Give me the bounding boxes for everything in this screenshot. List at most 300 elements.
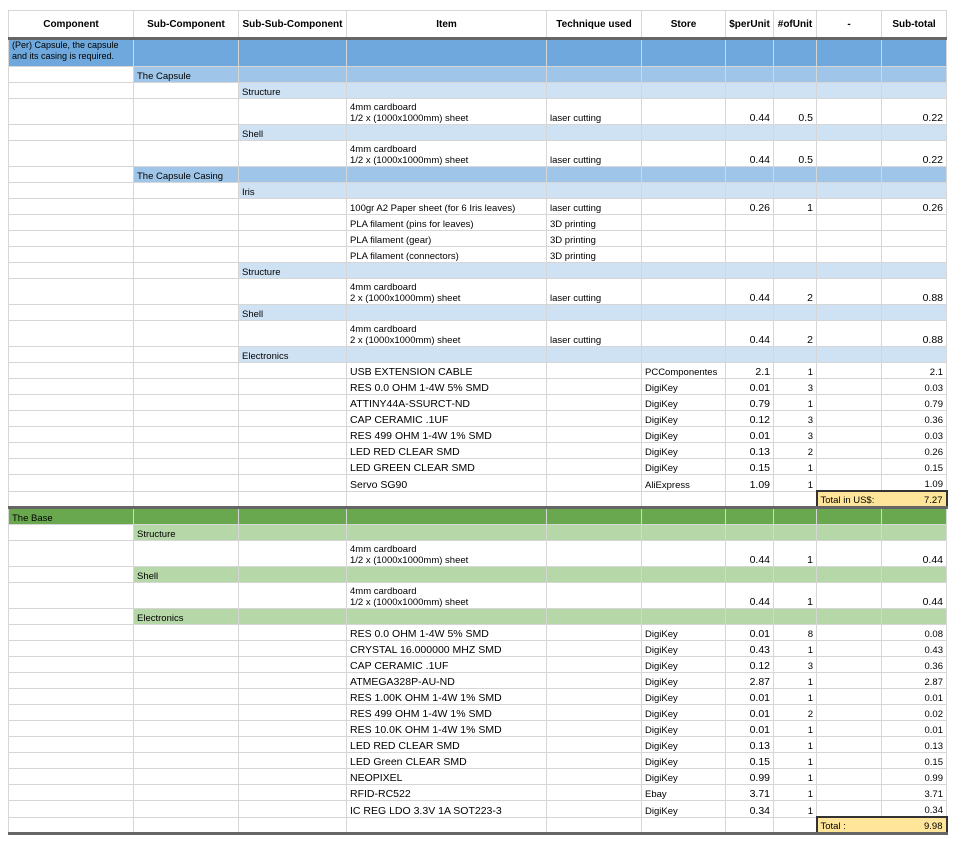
empty-cell[interactable] [9, 541, 134, 567]
empty-cell[interactable] [239, 279, 347, 305]
empty-cell[interactable] [774, 125, 817, 141]
empty-cell[interactable] [547, 347, 642, 363]
empty-cell[interactable] [817, 321, 882, 347]
empty-cell[interactable] [726, 67, 774, 83]
per-unit-cell[interactable] [726, 247, 774, 263]
of-unit-cell[interactable]: 1 [774, 689, 817, 705]
empty-cell[interactable] [134, 99, 239, 125]
empty-cell[interactable] [774, 817, 817, 834]
of-unit-cell[interactable]: 3 [774, 379, 817, 395]
item-cell[interactable]: RES 1.00K OHM 1-4W 1% SMD [347, 689, 547, 705]
technique-cell[interactable]: laser cutting [547, 141, 642, 167]
empty-cell[interactable] [347, 609, 547, 625]
empty-cell[interactable] [9, 125, 134, 141]
store-cell[interactable]: DigiKey [642, 395, 726, 411]
empty-cell[interactable] [817, 39, 882, 67]
empty-cell[interactable] [547, 609, 642, 625]
item-cell[interactable]: PLA filament (pins for leaves) [347, 215, 547, 231]
of-unit-cell[interactable] [774, 247, 817, 263]
of-unit-cell[interactable]: 1 [774, 199, 817, 215]
of-unit-cell[interactable]: 1 [774, 801, 817, 818]
base-total-value[interactable]: 9.98 [882, 817, 947, 834]
empty-cell[interactable] [347, 525, 547, 541]
subtotal-cell[interactable]: 1.09 [882, 475, 947, 492]
item-cell[interactable]: RES 10.0K OHM 1-4W 1% SMD [347, 721, 547, 737]
technique-cell[interactable]: laser cutting [547, 321, 642, 347]
empty-cell[interactable] [239, 39, 347, 67]
empty-cell[interactable] [547, 583, 642, 609]
empty-cell[interactable] [882, 567, 947, 583]
per-unit-cell[interactable]: 2.87 [726, 673, 774, 689]
of-unit-cell[interactable]: 1 [774, 541, 817, 567]
item-cell[interactable]: ATMEGA328P-AU-ND [347, 673, 547, 689]
empty-cell[interactable] [347, 817, 547, 834]
capsule-casing-label[interactable]: The Capsule Casing [134, 167, 239, 183]
empty-cell[interactable] [239, 525, 347, 541]
empty-cell[interactable] [9, 583, 134, 609]
empty-cell[interactable] [642, 583, 726, 609]
empty-cell[interactable] [134, 491, 239, 508]
empty-cell[interactable] [642, 67, 726, 83]
empty-cell[interactable] [817, 263, 882, 279]
empty-cell[interactable] [547, 305, 642, 321]
per-unit-cell[interactable]: 0.44 [726, 279, 774, 305]
empty-cell[interactable] [726, 183, 774, 199]
empty-cell[interactable] [774, 508, 817, 525]
item-cell[interactable]: 100gr A2 Paper sheet (for 6 Iris leaves) [347, 199, 547, 215]
capsule-component-label[interactable]: (Per) Capsule, the capsule and its casing is required. [9, 39, 134, 67]
empty-cell[interactable] [347, 305, 547, 321]
store-cell[interactable]: DigiKey [642, 689, 726, 705]
empty-cell[interactable] [817, 83, 882, 99]
empty-cell[interactable] [726, 125, 774, 141]
empty-cell[interactable] [774, 39, 817, 67]
of-unit-cell[interactable]: 1 [774, 641, 817, 657]
item-cell[interactable] [347, 141, 547, 167]
store-cell[interactable]: DigiKey [642, 443, 726, 459]
per-unit-cell[interactable]: 0.13 [726, 737, 774, 753]
store-cell[interactable]: Ebay [642, 785, 726, 801]
subtotal-cell[interactable]: 0.26 [882, 199, 947, 215]
empty-cell[interactable] [817, 167, 882, 183]
empty-cell[interactable] [547, 167, 642, 183]
empty-cell[interactable] [134, 125, 239, 141]
empty-cell[interactable] [134, 541, 239, 567]
technique-cell[interactable]: 3D printing [547, 231, 642, 247]
subtotal-cell[interactable]: 0.01 [882, 689, 947, 705]
empty-cell[interactable] [9, 183, 134, 199]
empty-cell[interactable] [642, 491, 726, 508]
item-cell[interactable]: RES 0.0 OHM 1-4W 5% SMD [347, 625, 547, 641]
empty-cell[interactable] [134, 305, 239, 321]
item-cell[interactable]: CAP CERAMIC .1UF [347, 411, 547, 427]
empty-cell[interactable] [239, 99, 347, 125]
item-cell[interactable] [347, 279, 547, 305]
empty-cell[interactable] [547, 263, 642, 279]
empty-cell[interactable] [726, 263, 774, 279]
empty-cell[interactable] [9, 321, 134, 347]
per-unit-cell[interactable]: 0.01 [726, 705, 774, 721]
empty-cell[interactable] [547, 525, 642, 541]
subtotal-cell[interactable]: 0.15 [882, 753, 947, 769]
per-unit-cell[interactable]: 0.12 [726, 411, 774, 427]
of-unit-cell[interactable]: 1 [774, 363, 817, 379]
item-cell[interactable]: NEOPIXEL [347, 769, 547, 785]
subtotal-cell[interactable]: 3.71 [882, 785, 947, 801]
per-unit-cell[interactable]: 0.34 [726, 801, 774, 818]
of-unit-cell[interactable]: 1 [774, 673, 817, 689]
empty-cell[interactable] [547, 491, 642, 508]
empty-cell[interactable] [239, 583, 347, 609]
subtotal-cell[interactable] [882, 215, 947, 231]
empty-cell[interactable] [882, 525, 947, 541]
store-cell[interactable]: DigiKey [642, 769, 726, 785]
per-unit-cell[interactable]: 0.13 [726, 443, 774, 459]
subtotal-cell[interactable] [882, 231, 947, 247]
empty-cell[interactable] [642, 347, 726, 363]
store-cell[interactable]: DigiKey [642, 705, 726, 721]
empty-cell[interactable] [642, 183, 726, 199]
empty-cell[interactable] [134, 817, 239, 834]
per-unit-cell[interactable]: 0.43 [726, 641, 774, 657]
empty-cell[interactable] [547, 125, 642, 141]
per-unit-cell[interactable]: 0.01 [726, 689, 774, 705]
empty-cell[interactable] [239, 67, 347, 83]
subtotal-cell[interactable]: 0.15 [882, 459, 947, 475]
empty-cell[interactable] [134, 141, 239, 167]
store-cell[interactable]: DigiKey [642, 641, 726, 657]
empty-cell[interactable] [347, 491, 547, 508]
per-unit-cell[interactable]: 0.15 [726, 459, 774, 475]
empty-cell[interactable] [547, 817, 642, 834]
empty-cell[interactable] [774, 347, 817, 363]
empty-cell[interactable] [726, 491, 774, 508]
empty-cell[interactable] [774, 183, 817, 199]
store-cell[interactable]: AliExpress [642, 475, 726, 492]
per-unit-cell[interactable]: 0.26 [726, 199, 774, 215]
per-unit-cell[interactable]: 0.01 [726, 427, 774, 443]
per-unit-cell[interactable]: 3.71 [726, 785, 774, 801]
technique-cell[interactable]: 3D printing [547, 247, 642, 263]
of-unit-cell[interactable]: 1 [774, 753, 817, 769]
of-unit-cell[interactable]: 8 [774, 625, 817, 641]
empty-cell[interactable] [347, 567, 547, 583]
empty-cell[interactable] [726, 39, 774, 67]
empty-cell[interactable] [774, 567, 817, 583]
empty-cell[interactable] [642, 305, 726, 321]
empty-cell[interactable] [9, 567, 134, 583]
empty-cell[interactable] [239, 321, 347, 347]
per-unit-cell[interactable]: 0.44 [726, 141, 774, 167]
empty-cell[interactable] [882, 83, 947, 99]
empty-cell[interactable] [134, 321, 239, 347]
empty-cell[interactable] [9, 279, 134, 305]
empty-cell[interactable] [9, 141, 134, 167]
empty-cell[interactable] [817, 609, 882, 625]
empty-cell[interactable] [9, 347, 134, 363]
subtotal-cell[interactable]: 0.79 [882, 395, 947, 411]
store-cell[interactable]: DigiKey [642, 379, 726, 395]
empty-cell[interactable] [774, 609, 817, 625]
empty-cell[interactable] [882, 167, 947, 183]
of-unit-cell[interactable]: 1 [774, 769, 817, 785]
empty-cell[interactable] [239, 817, 347, 834]
empty-cell[interactable] [9, 167, 134, 183]
col-per-unit[interactable]: $perUnit [726, 11, 774, 39]
item-cell[interactable]: USB EXTENSION CABLE [347, 363, 547, 379]
item-cell[interactable] [347, 541, 547, 567]
subtotal-cell[interactable]: 0.03 [882, 427, 947, 443]
empty-cell[interactable] [134, 183, 239, 199]
empty-cell[interactable] [642, 125, 726, 141]
of-unit-cell[interactable] [774, 231, 817, 247]
empty-cell[interactable] [817, 183, 882, 199]
subtotal-cell[interactable]: 0.88 [882, 279, 947, 305]
subtotal-cell[interactable]: 2.1 [882, 363, 947, 379]
per-unit-cell[interactable]: 1.09 [726, 475, 774, 492]
empty-cell[interactable] [774, 167, 817, 183]
empty-cell[interactable] [134, 583, 239, 609]
empty-cell[interactable] [9, 525, 134, 541]
item-cell[interactable]: RES 0.0 OHM 1-4W 5% SMD [347, 379, 547, 395]
of-unit-cell[interactable]: 3 [774, 427, 817, 443]
empty-cell[interactable] [817, 583, 882, 609]
empty-cell[interactable] [239, 567, 347, 583]
subtotal-cell[interactable]: 0.22 [882, 99, 947, 125]
of-unit-cell[interactable]: 1 [774, 583, 817, 609]
empty-cell[interactable] [774, 83, 817, 99]
empty-cell[interactable] [882, 183, 947, 199]
empty-cell[interactable] [882, 609, 947, 625]
per-unit-cell[interactable]: 2.1 [726, 363, 774, 379]
empty-cell[interactable] [882, 263, 947, 279]
empty-cell[interactable] [726, 609, 774, 625]
subtotal-cell[interactable]: 0.03 [882, 379, 947, 395]
store-cell[interactable]: DigiKey [642, 753, 726, 769]
per-unit-cell[interactable]: 0.44 [726, 583, 774, 609]
store-cell[interactable]: DigiKey [642, 737, 726, 753]
empty-cell[interactable] [547, 39, 642, 67]
empty-cell[interactable] [817, 508, 882, 525]
col-item[interactable]: Item [347, 11, 547, 39]
subtotal-cell[interactable]: 0.02 [882, 705, 947, 721]
store-cell[interactable]: DigiKey [642, 801, 726, 818]
per-unit-cell[interactable]: 0.01 [726, 625, 774, 641]
empty-cell[interactable] [239, 508, 347, 525]
empty-cell[interactable] [817, 347, 882, 363]
col-sub-sub-component[interactable]: Sub-Sub-Component [239, 11, 347, 39]
col-technique[interactable]: Technique used [547, 11, 642, 39]
empty-cell[interactable] [642, 609, 726, 625]
empty-cell[interactable] [547, 67, 642, 83]
of-unit-cell[interactable]: 0.5 [774, 141, 817, 167]
empty-cell[interactable] [347, 508, 547, 525]
store-cell[interactable]: PCComponentes [642, 363, 726, 379]
empty-cell[interactable] [347, 167, 547, 183]
the-capsule-label[interactable]: The Capsule [134, 67, 239, 83]
subtotal-cell[interactable]: 0.44 [882, 541, 947, 567]
store-cell[interactable]: DigiKey [642, 427, 726, 443]
casing-shell-label[interactable]: Shell [239, 305, 347, 321]
empty-cell[interactable] [547, 83, 642, 99]
empty-cell[interactable] [9, 817, 134, 834]
subtotal-cell[interactable]: 0.26 [882, 443, 947, 459]
empty-cell[interactable] [726, 567, 774, 583]
of-unit-cell[interactable]: 1 [774, 395, 817, 411]
empty-cell[interactable] [239, 609, 347, 625]
empty-cell[interactable] [817, 125, 882, 141]
store-cell[interactable]: DigiKey [642, 721, 726, 737]
empty-cell[interactable] [9, 67, 134, 83]
per-unit-cell[interactable]: 0.12 [726, 657, 774, 673]
empty-cell[interactable] [642, 817, 726, 834]
store-cell[interactable]: DigiKey [642, 459, 726, 475]
store-cell[interactable]: DigiKey [642, 411, 726, 427]
technique-cell[interactable]: laser cutting [547, 279, 642, 305]
empty-cell[interactable] [642, 99, 726, 125]
empty-cell[interactable] [882, 39, 947, 67]
subtotal-cell[interactable]: 0.13 [882, 737, 947, 753]
item-cell[interactable]: LED RED CLEAR SMD [347, 443, 547, 459]
per-unit-cell[interactable] [726, 231, 774, 247]
empty-cell[interactable] [817, 141, 882, 167]
item-cell[interactable]: PLA filament (connectors) [347, 247, 547, 263]
empty-cell[interactable] [347, 83, 547, 99]
empty-cell[interactable] [642, 321, 726, 347]
subtotal-cell[interactable]: 0.22 [882, 141, 947, 167]
technique-cell[interactable]: laser cutting [547, 199, 642, 215]
empty-cell[interactable] [547, 541, 642, 567]
empty-cell[interactable] [134, 279, 239, 305]
empty-cell[interactable] [547, 567, 642, 583]
empty-cell[interactable] [882, 305, 947, 321]
col-subtotal[interactable]: Sub-total [882, 11, 947, 39]
col-sub-component[interactable]: Sub-Component [134, 11, 239, 39]
store-cell[interactable]: DigiKey [642, 673, 726, 689]
empty-cell[interactable] [642, 263, 726, 279]
subtotal-cell[interactable]: 0.01 [882, 721, 947, 737]
empty-cell[interactable] [134, 347, 239, 363]
empty-cell[interactable] [817, 99, 882, 125]
subtotal-cell[interactable]: 0.36 [882, 411, 947, 427]
of-unit-cell[interactable]: 1 [774, 737, 817, 753]
per-unit-cell[interactable]: 0.01 [726, 721, 774, 737]
of-unit-cell[interactable]: 0.5 [774, 99, 817, 125]
empty-cell[interactable] [347, 347, 547, 363]
empty-cell[interactable] [882, 125, 947, 141]
empty-cell[interactable] [817, 279, 882, 305]
store-cell[interactable]: DigiKey [642, 625, 726, 641]
base-shell-label[interactable]: Shell [134, 567, 239, 583]
empty-cell[interactable] [9, 99, 134, 125]
empty-cell[interactable] [9, 491, 134, 508]
empty-cell[interactable] [817, 525, 882, 541]
empty-cell[interactable] [347, 125, 547, 141]
base-electronics-label[interactable]: Electronics [134, 609, 239, 625]
item-cell[interactable]: RES 499 OHM 1-4W 1% SMD [347, 705, 547, 721]
subtotal-cell[interactable]: 0.43 [882, 641, 947, 657]
subtotal-cell[interactable]: 0.08 [882, 625, 947, 641]
subtotal-cell[interactable] [882, 247, 947, 263]
empty-cell[interactable] [726, 167, 774, 183]
empty-cell[interactable] [9, 305, 134, 321]
empty-cell[interactable] [774, 525, 817, 541]
item-cell[interactable]: LED Green CLEAR SMD [347, 753, 547, 769]
col-of-unit[interactable]: #ofUnit [774, 11, 817, 39]
empty-cell[interactable] [726, 817, 774, 834]
of-unit-cell[interactable]: 1 [774, 785, 817, 801]
empty-cell[interactable] [9, 263, 134, 279]
technique-cell[interactable]: laser cutting [547, 99, 642, 125]
empty-cell[interactable] [547, 508, 642, 525]
item-cell[interactable]: RFID-RC522 [347, 785, 547, 801]
empty-cell[interactable] [642, 567, 726, 583]
empty-cell[interactable] [882, 347, 947, 363]
item-cell[interactable]: ATTINY44A-SSURCT-ND [347, 395, 547, 411]
empty-cell[interactable] [774, 305, 817, 321]
empty-cell[interactable] [239, 541, 347, 567]
item-cell[interactable]: PLA filament (gear) [347, 231, 547, 247]
empty-cell[interactable] [642, 39, 726, 67]
empty-cell[interactable] [642, 167, 726, 183]
empty-cell[interactable] [239, 491, 347, 508]
of-unit-cell[interactable]: 1 [774, 459, 817, 475]
empty-cell[interactable] [726, 525, 774, 541]
of-unit-cell[interactable]: 1 [774, 721, 817, 737]
subtotal-cell[interactable]: 0.36 [882, 657, 947, 673]
empty-cell[interactable] [817, 541, 882, 567]
per-unit-cell[interactable]: 0.99 [726, 769, 774, 785]
empty-cell[interactable] [817, 67, 882, 83]
empty-cell[interactable] [642, 541, 726, 567]
per-unit-cell[interactable]: 0.44 [726, 541, 774, 567]
empty-cell[interactable] [547, 183, 642, 199]
empty-cell[interactable] [134, 83, 239, 99]
base-structure-label[interactable]: Structure [134, 525, 239, 541]
subtotal-cell[interactable]: 2.87 [882, 673, 947, 689]
empty-cell[interactable] [774, 263, 817, 279]
of-unit-cell[interactable]: 2 [774, 279, 817, 305]
subtotal-cell[interactable]: 0.44 [882, 583, 947, 609]
empty-cell[interactable] [726, 347, 774, 363]
empty-cell[interactable] [642, 279, 726, 305]
of-unit-cell[interactable]: 2 [774, 443, 817, 459]
item-cell[interactable] [347, 321, 547, 347]
casing-structure-label[interactable]: Structure [239, 263, 347, 279]
empty-cell[interactable] [642, 525, 726, 541]
item-cell[interactable]: LED RED CLEAR SMD [347, 737, 547, 753]
per-unit-cell[interactable]: 0.44 [726, 99, 774, 125]
subtotal-cell[interactable]: 0.34 [882, 801, 947, 818]
of-unit-cell[interactable]: 2 [774, 705, 817, 721]
item-cell[interactable]: Servo SG90 [347, 475, 547, 492]
empty-cell[interactable] [134, 508, 239, 525]
empty-cell[interactable] [882, 67, 947, 83]
capsule-shell-label[interactable]: Shell [239, 125, 347, 141]
of-unit-cell[interactable]: 2 [774, 321, 817, 347]
item-cell[interactable] [347, 99, 547, 125]
of-unit-cell[interactable]: 1 [774, 475, 817, 492]
empty-cell[interactable] [642, 508, 726, 525]
item-cell[interactable]: IC REG LDO 3.3V 1A SOT223-3 [347, 801, 547, 818]
empty-cell[interactable] [882, 508, 947, 525]
per-unit-cell[interactable]: 0.01 [726, 379, 774, 395]
capsule-total-value[interactable]: 7.27 [882, 491, 947, 508]
per-unit-cell[interactable]: 0.15 [726, 753, 774, 769]
capsule-structure-label[interactable]: Structure [239, 83, 347, 99]
subtotal-cell[interactable]: 0.99 [882, 769, 947, 785]
empty-cell[interactable] [9, 609, 134, 625]
